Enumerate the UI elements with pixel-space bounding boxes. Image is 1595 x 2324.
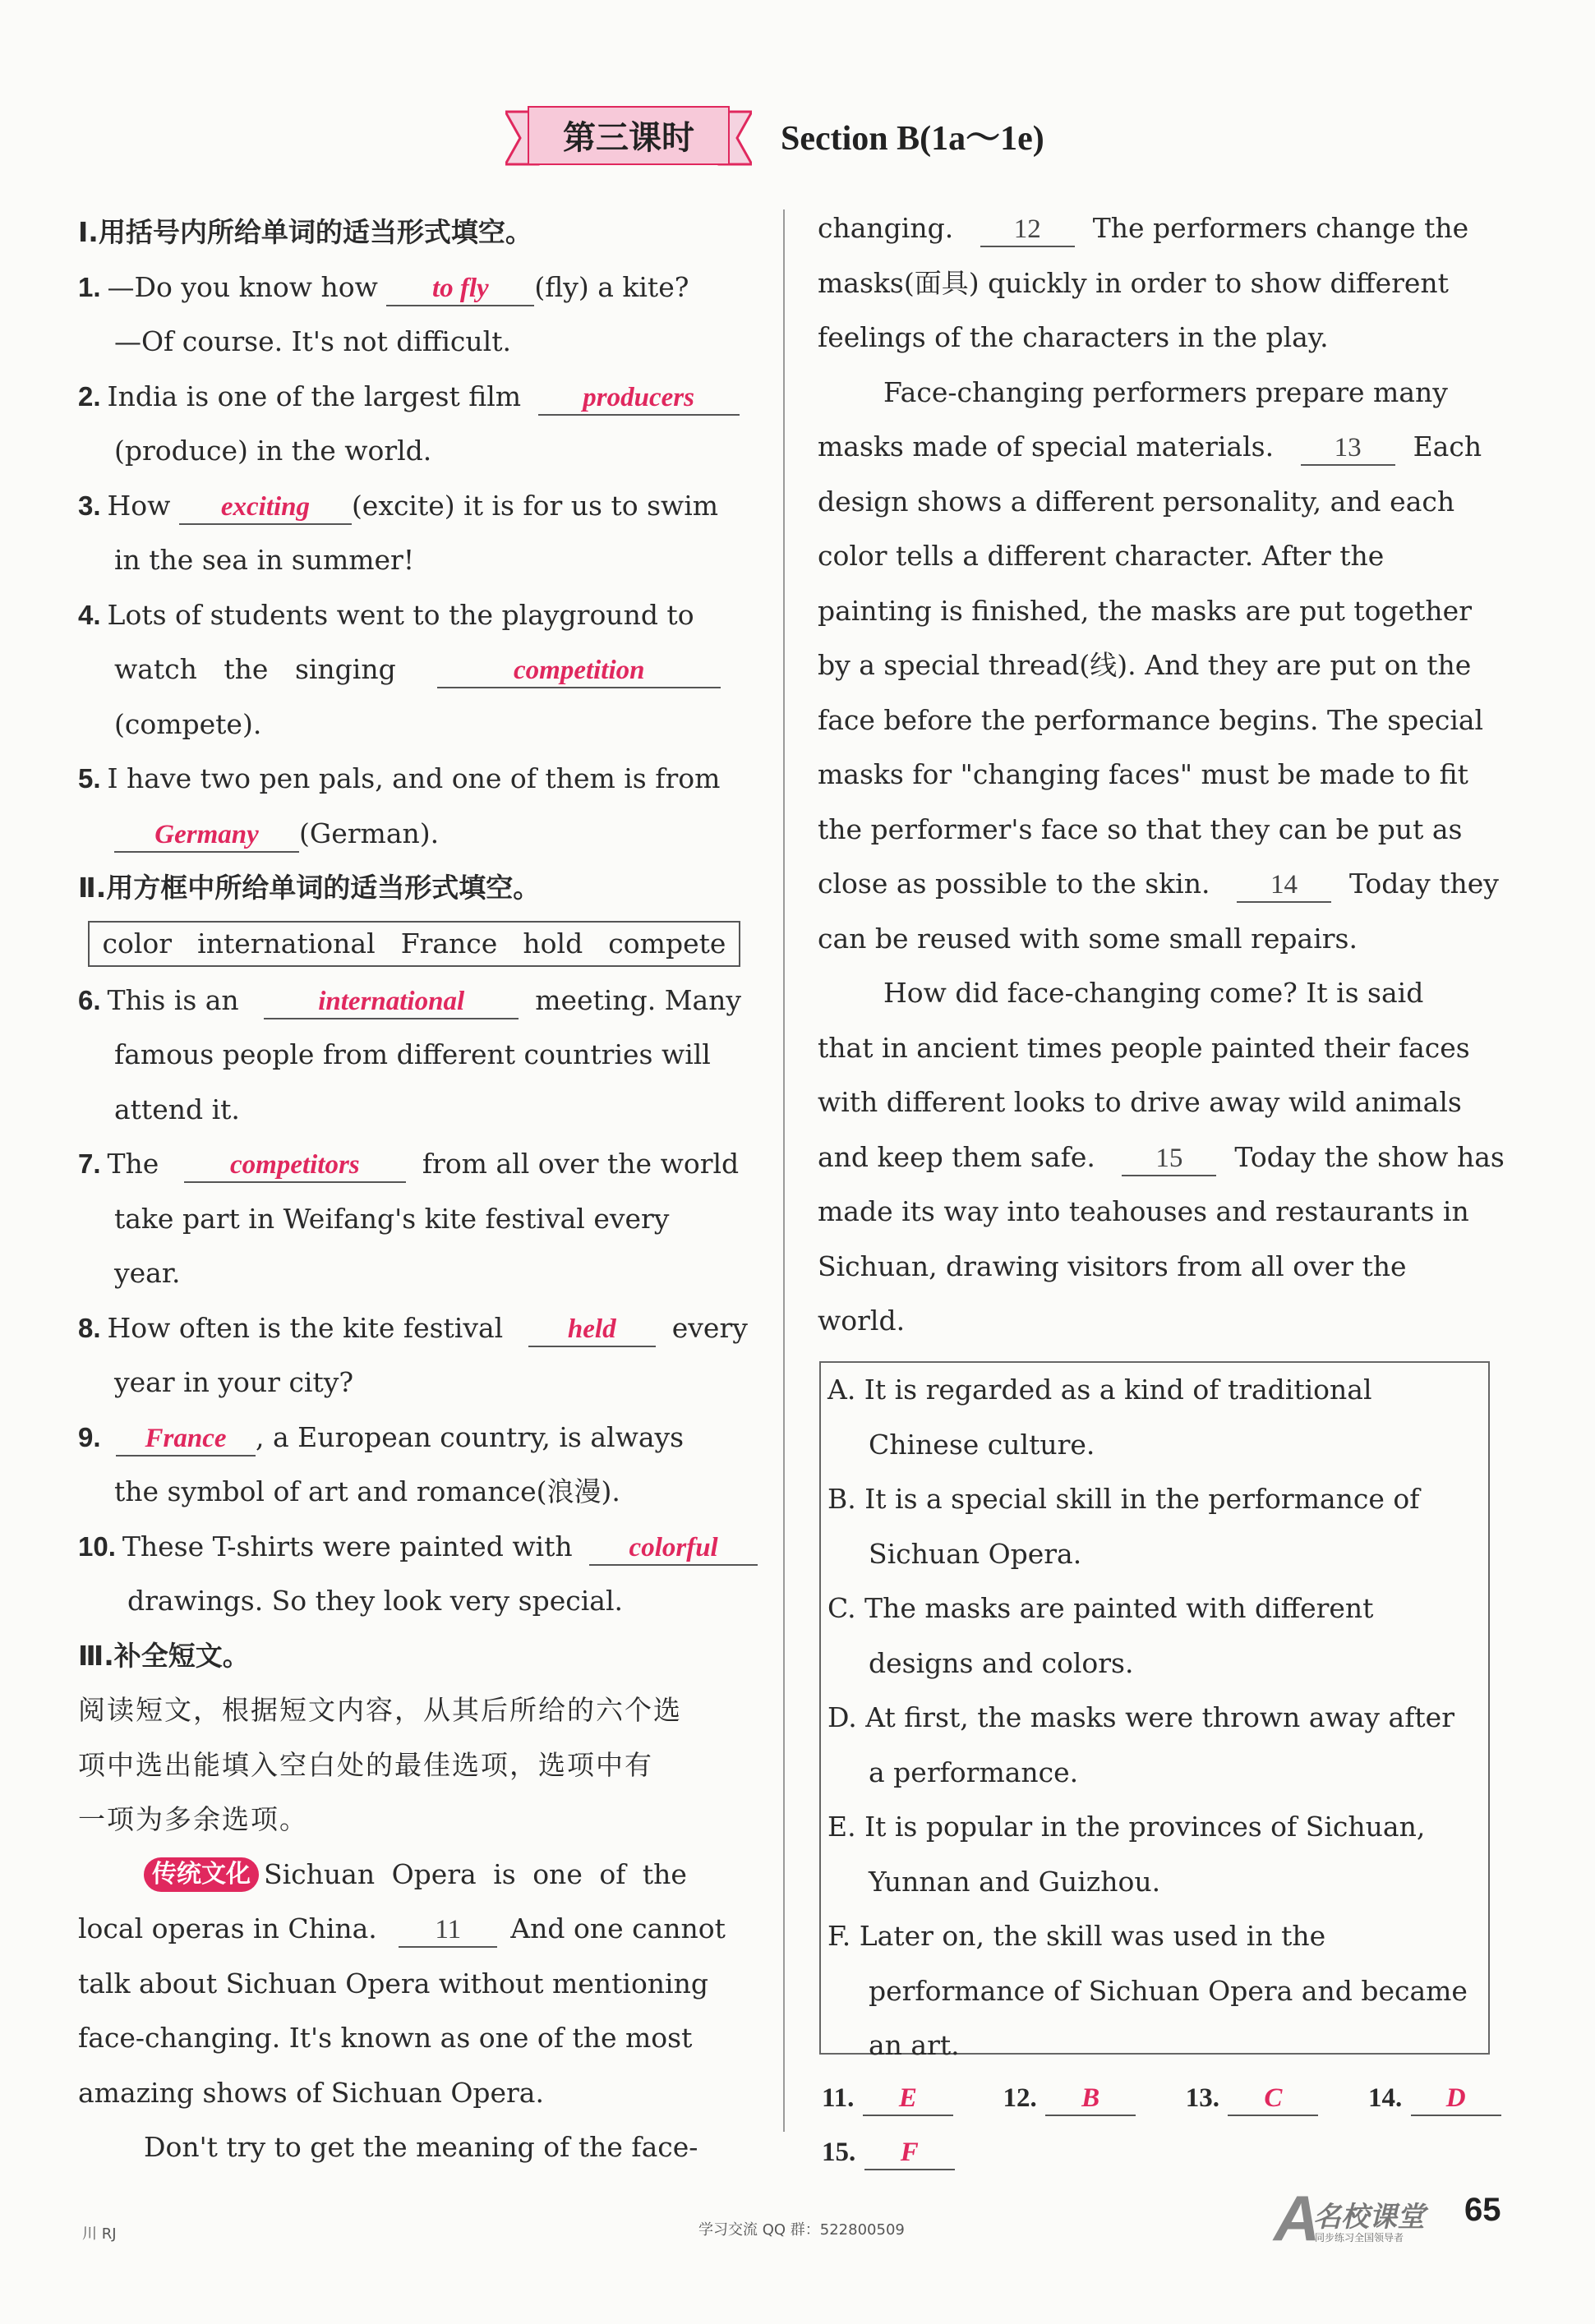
answer-blank[interactable]: B xyxy=(1045,2081,1136,2116)
question-10: 10. These T-shirts were painted with colorful xyxy=(78,1520,752,1575)
passage-line: changing. 12 The performers change the xyxy=(818,201,1500,256)
instructions-line2: 项中选出能填入空白处的最佳选项，选项中有 xyxy=(78,1748,653,1781)
passage-line: amazing shows of Sichuan Opera. xyxy=(78,2076,544,2109)
question-4: 4. Lots of students went to the playground to xyxy=(78,598,694,631)
question-9-line2: the symbol of art and romance(浪漫). xyxy=(114,1475,620,1507)
answer-blank[interactable]: D xyxy=(1411,2081,1501,2116)
question-8-line2: year in your city? xyxy=(114,1366,354,1398)
option-e-line2: Yunnan and Guizhou. xyxy=(869,1865,1161,1898)
question-2: 2. India is one of the largest film producers xyxy=(78,370,752,425)
passage-line: talk about Sichuan Opera without mentioning xyxy=(78,1967,708,2000)
edition-label: 川 RJ xyxy=(82,2225,117,2243)
question-8: 8. How often is the kite festival held every xyxy=(78,1301,752,1356)
passage-line: with different looks to drive away wild animals xyxy=(818,1086,1462,1118)
question-2-line2: (produce) in the world. xyxy=(114,435,432,467)
answer-blank[interactable]: international xyxy=(264,984,519,1019)
answer-label: 11. xyxy=(822,2083,855,2113)
passage-line: and keep them safe. 15 Today the show has xyxy=(818,1130,1500,1185)
passage-line: close as possible to the skin. 14 Today they xyxy=(818,857,1500,912)
passage-line: design shows a different personality, and each xyxy=(818,485,1455,518)
question-6-line2: famous people from different countries will xyxy=(114,1038,711,1070)
question-4-line3: (compete). xyxy=(114,707,262,740)
option-a: A. It is regarded as a kind of traditional xyxy=(827,1374,1372,1406)
options-box xyxy=(819,1361,1490,2061)
instructions-line1: 阅读短文，根据短文内容，从其后所给的六个选 xyxy=(78,1694,682,1726)
passage-line: Sichuan, drawing visitors from all over the xyxy=(818,1249,1407,1282)
passage-line: masks for "changing faces" must be made to fit xyxy=(818,758,1468,790)
passage-line: feelings of the characters in the play. xyxy=(818,321,1329,353)
question-3-line2: in the sea in summer! xyxy=(114,544,415,576)
gap-15[interactable]: 15 xyxy=(1122,1142,1216,1176)
answer-blank[interactable]: competition xyxy=(437,653,721,688)
answer-blank[interactable]: held xyxy=(528,1312,656,1347)
answer-blank[interactable]: colorful xyxy=(589,1530,758,1566)
answer-blank[interactable]: competitors xyxy=(184,1148,406,1183)
answer-blank[interactable]: to fly xyxy=(386,271,534,306)
option-d-line2: a performance. xyxy=(869,1756,1079,1788)
brand-letter: A xyxy=(1274,2182,1321,2254)
question-7-line3: year. xyxy=(114,1257,181,1289)
lesson-label: 第三课时 xyxy=(563,119,694,157)
part3-heading: Ⅲ.补全短文。 xyxy=(78,1639,250,1672)
passage-line: 传统文化 Sichuan Opera is one of the xyxy=(78,1848,752,1903)
lesson-label-tag xyxy=(505,105,752,171)
question-6-line3: attend it. xyxy=(114,1093,240,1125)
passage-line: world. xyxy=(818,1305,906,1337)
left-column xyxy=(78,205,752,2175)
passage-line: local operas in China. 11 And one cannot xyxy=(78,1902,752,1957)
passage-line: color tells a different character. After the xyxy=(818,540,1385,572)
passage-line: the performer's face so that they can be put as xyxy=(818,812,1463,845)
passage-line: made its way into teahouses and restaurants in xyxy=(818,1195,1469,1227)
passage-line: painting is finished, the masks are put together xyxy=(818,594,1472,627)
answer-row xyxy=(822,2070,1496,2179)
question-7-line2: take part in Weifang's kite festival every xyxy=(114,1202,670,1235)
question-6: 6. This is an international meeting. Many xyxy=(78,973,752,1029)
gap-11[interactable]: 11 xyxy=(399,1913,497,1948)
passage-line: that in ancient times people painted their faces xyxy=(818,1031,1470,1064)
question-5-line2: Germany (German). xyxy=(78,807,752,862)
option-d: D. At first, the masks were thrown away after xyxy=(827,1701,1454,1733)
part1-heading: Ⅰ.用括号内所给单词的适当形式填空。 xyxy=(78,216,532,248)
answer-blank[interactable]: F xyxy=(864,2135,955,2170)
answer-blank[interactable]: C xyxy=(1228,2081,1318,2116)
question-1: 1. —Do you know how to fly (fly) a kite? xyxy=(78,260,752,315)
brand-subtitle: 同步练习全国领导者 xyxy=(1315,2232,1404,2243)
question-3: 3. How exciting (excite) it is for us to swim xyxy=(78,479,752,534)
question-9: 9. France , a European country, is always xyxy=(78,1411,752,1466)
option-f-line3: an art. xyxy=(869,2029,960,2061)
question-4-line2: watch the singing competition xyxy=(78,642,752,697)
gap-12[interactable]: 12 xyxy=(980,213,1075,247)
question-10-line2: drawings. So they look very special. xyxy=(127,1585,624,1617)
passage-line: How did face-changing come? It is said xyxy=(883,977,1424,1009)
answer-blank[interactable]: producers xyxy=(538,380,740,416)
passage-line: by a special thread(线). And they are put on the xyxy=(818,649,1472,681)
passage-line: face before the performance begins. The special xyxy=(818,703,1484,736)
qq-group-text: 学习交流 QQ 群：522800509 xyxy=(698,2221,905,2239)
option-b-line2: Sichuan Opera. xyxy=(869,1537,1082,1570)
culture-badge: 传统文化 xyxy=(144,1857,259,1892)
part2-heading: Ⅱ.用方框中所给单词的适当形式填空。 xyxy=(78,872,541,904)
answer-label: 15. xyxy=(822,2138,856,2167)
right-column xyxy=(818,201,1505,1349)
passage-line: can be reused with some small repairs. xyxy=(818,922,1358,955)
question-7: 7. The competitors from all over the world xyxy=(78,1137,752,1192)
question-5: 5. I have two pen pals, and one of them is from xyxy=(78,762,721,794)
answer-blank[interactable]: E xyxy=(863,2081,953,2116)
passage-line: Don't try to get the meaning of the face- xyxy=(144,2131,698,2163)
brand-logo xyxy=(1274,2181,1454,2254)
option-c-line2: designs and colors. xyxy=(869,1646,1134,1679)
option-b: B. It is a special skill in the performance of xyxy=(827,1483,1420,1515)
brand-name: 名校课堂 xyxy=(1313,2201,1425,2234)
answer-blank[interactable]: France xyxy=(116,1421,256,1457)
answer-label: 13. xyxy=(1185,2083,1219,2113)
option-f: F. Later on, the skill was used in the xyxy=(827,1920,1326,1952)
instructions-line3: 一项为多余选项。 xyxy=(78,1803,308,1835)
word-box: color international France hold compete xyxy=(88,921,740,967)
answer-label: 14. xyxy=(1367,2083,1403,2113)
column-divider xyxy=(783,209,785,2132)
answer-blank[interactable]: exciting xyxy=(179,490,352,525)
passage-line: masks(面具) quickly in order to show different xyxy=(818,266,1449,299)
page-number: 65 xyxy=(1464,2192,1501,2228)
option-a-line2: Chinese culture. xyxy=(869,1428,1095,1461)
question-1-line2: —Of course. It's not difficult. xyxy=(114,325,511,357)
option-f-line2: performance of Sichuan Opera and became xyxy=(869,1974,1468,2007)
gap-14[interactable]: 14 xyxy=(1237,868,1331,903)
passage-line: masks made of special materials. 13 Each xyxy=(818,420,1500,475)
option-e: E. It is popular in the provinces of Sichuan, xyxy=(827,1811,1426,1843)
gap-13[interactable]: 13 xyxy=(1301,431,1395,466)
answer-blank[interactable]: Germany xyxy=(114,817,299,853)
section-title: Section B(1a～1e) xyxy=(781,120,1044,158)
option-c: C. The masks are painted with different xyxy=(827,1592,1374,1624)
passage-line: face-changing. It's known as one of the most xyxy=(78,2022,693,2054)
answer-label: 12. xyxy=(1003,2083,1037,2113)
passage-line: Face-changing performers prepare many xyxy=(883,375,1448,408)
